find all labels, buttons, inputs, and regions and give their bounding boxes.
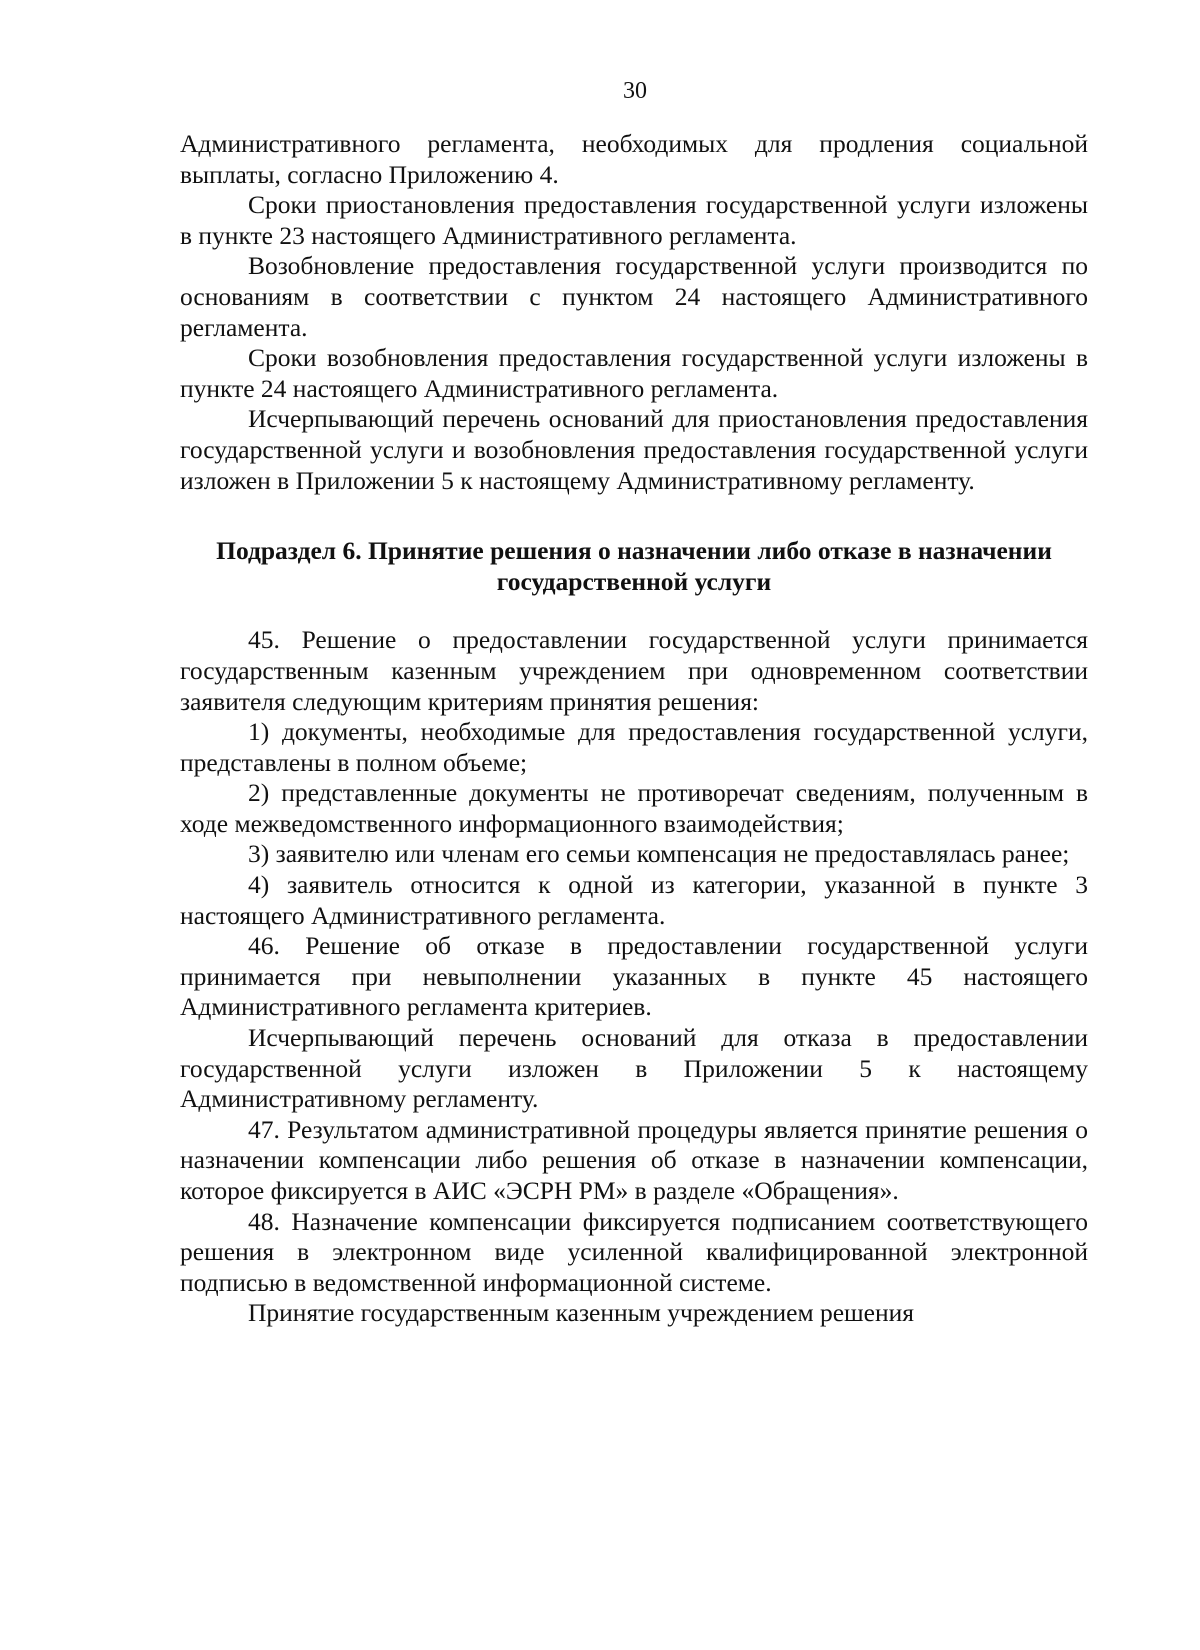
paragraph-item-48: 48. Назначение компенсации фиксируется подписанием соответствующего решения в электронном виде усиленной квалифицированной электронной подписью в ведомственной информационной системе.	[180, 1206, 1088, 1297]
paragraph: Сроки возобновления предоставления государственной услуги изложены в пункте 24 настоящего Административного регламента.	[180, 343, 1088, 403]
paragraph: Возобновление предоставления государственной услуги производится по основаниям в соответствии с пунктом 24 настоящего Административного регламента.	[180, 251, 1088, 342]
criteria-item-4: 4) заявитель относится к одной из категории, указанной в пункте 3 настоящего Административного регламента.	[180, 870, 1088, 930]
page-number: 30	[623, 78, 647, 104]
document-body	[180, 129, 1088, 1329]
section-heading	[180, 536, 1088, 597]
paragraph-item-46: 46. Решение об отказе в предоставлении государственной услуги принимается при невыполнении указанных в пункте 45 настоящего Административного регламента критериев.	[180, 931, 1088, 1022]
paragraph-continuation: Административного регламента, необходимых для продления социальной выплаты, согласно Приложению 4.	[180, 129, 1088, 189]
section-heading-line-1: Подраздел 6. Принятие решения о назначении либо отказе в назначении	[216, 536, 1052, 566]
paragraph: Исчерпывающий перечень оснований для отказа в предоставлении государственной услуги изложен в Приложении 5 к настоящему Административному регламенту.	[180, 1023, 1088, 1114]
criteria-item-1: 1) документы, необходимые для предоставления государственной услуги, представлены в полном объеме;	[180, 717, 1088, 777]
paragraph: Принятие государственным казенным учреждением решения	[248, 1298, 915, 1328]
section-heading-line-2: государственной услуги	[496, 566, 772, 596]
criteria-item-3: 3) заявителю или членам его семьи компенсация не предоставлялась ранее;	[248, 839, 1070, 869]
paragraph: Сроки приостановления предоставления государственной услуги изложены в пункте 23 настоящего Административного регламента.	[180, 190, 1088, 250]
criteria-item-2: 2) представленные документы не противоречат сведениям, полученным в ходе межведомственного информационного взаимодействия;	[180, 778, 1088, 838]
paragraph: Исчерпывающий перечень оснований для приостановления предоставления государственной услуги и возобновления предоставления государственной услуги изложен в Приложении 5 к настоящему Административному регламенту.	[180, 404, 1088, 495]
paragraph-item-45: 45. Решение о предоставлении государственной услуги принимается государственным казенным учреждением при одновременном соответствии заявителя следующим критериям принятия решения:	[180, 625, 1088, 716]
paragraph-item-47: 47. Результатом административной процедуры является принятие решения о назначении компенсации либо решения об отказе в назначении компенсации, которое фиксируется в АИС «ЭСРН РМ» в разделе «Обращения».	[180, 1114, 1088, 1205]
